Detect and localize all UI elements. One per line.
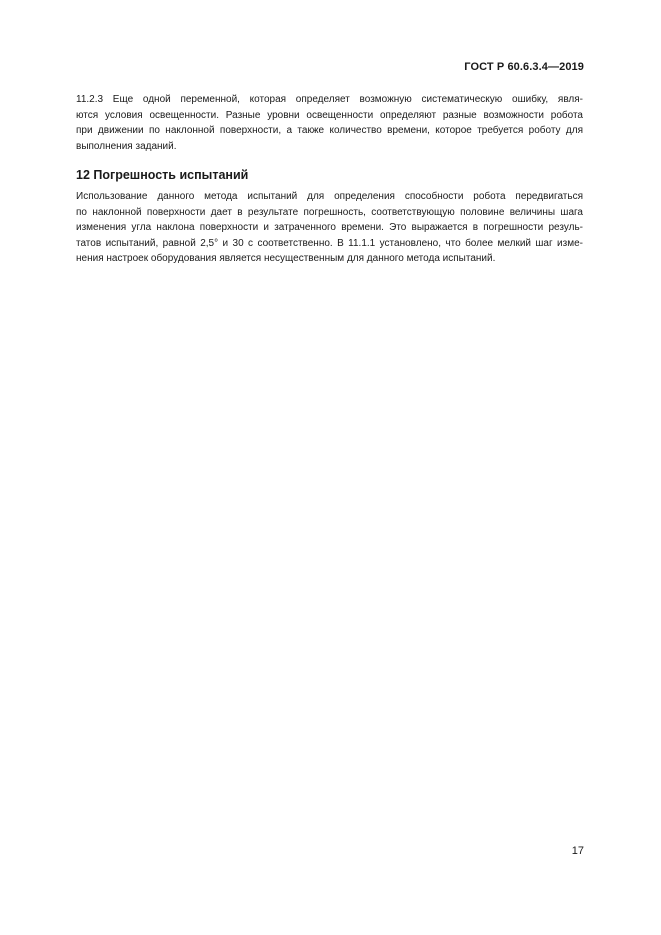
text-line: 11.2.3 Еще одной переменной, которая определяет возможную систематическую ошибку, явля- <box>76 94 583 105</box>
text-line: выполнения заданий. <box>76 140 177 152</box>
text-line: изменения угла наклона поверхности и затраченного времени. Это выражается в погрешности резуль- <box>76 222 583 233</box>
text-line: ются условия освещенности. Разные уровни освещенности определяют разные возможности робота <box>76 109 583 121</box>
text-line: при движении по наклонной поверхности, а также количество времени, которое требуется роботу для <box>76 125 583 136</box>
paragraph-12 <box>76 189 583 267</box>
section-heading: 12 Погрешность испытаний <box>76 168 249 182</box>
text-line: Использование данного метода испытаний для определения способности робота передвигаться <box>76 191 583 202</box>
document-code-header: ГОСТ Р 60.6.3.4—2019 <box>464 61 584 73</box>
paragraph-11-2-3 <box>76 92 583 154</box>
text-line: татов испытаний, равной 2,5° и 30 с соответственно. В 11.1.1 установлено, что более мелкий шаг изме- <box>76 237 583 249</box>
text-line: по наклонной поверхности дает в результате погрешность, соответствующую половине величины шага <box>76 206 583 218</box>
text-line: нения настроек оборудования является несущественным для данного метода испытаний. <box>76 253 496 264</box>
page-number: 17 <box>571 845 584 857</box>
page-content <box>76 92 583 267</box>
